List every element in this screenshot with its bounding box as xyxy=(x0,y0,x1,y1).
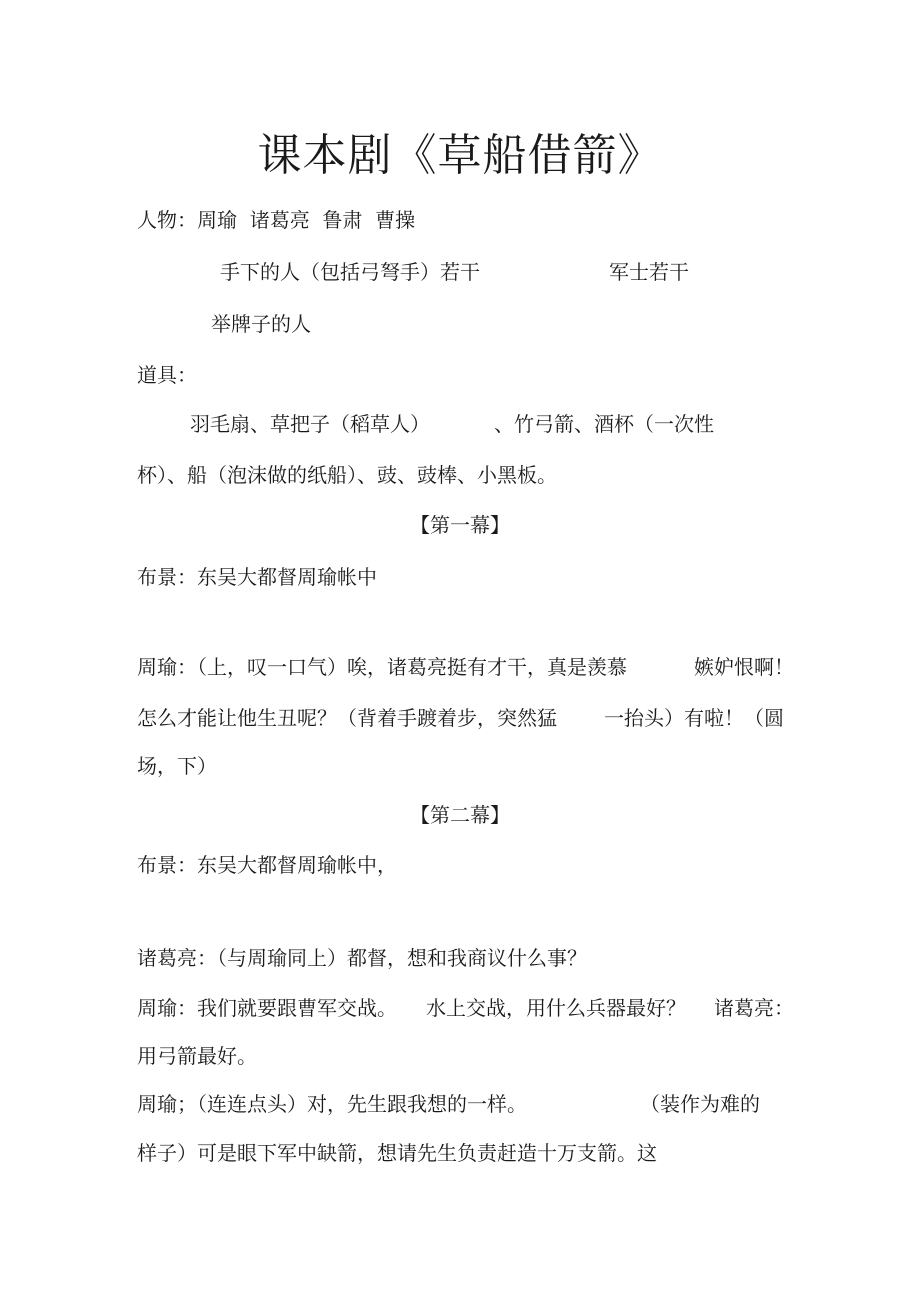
props-line-2: 杯）、船（泡沫做的纸船）、豉、豉棒、小黑板。 xyxy=(137,463,557,487)
act1-dialogue-1b: 嫉妒恨啊！ xyxy=(694,655,794,679)
act1-setting: 布景：东吴大都督周瑜帐中 xyxy=(137,565,377,589)
props-label: 道具： xyxy=(137,363,197,387)
characters-soldiers: 军士若干 xyxy=(609,260,689,284)
act1-heading: 【第一幕】 xyxy=(410,513,510,537)
act2-dialogue-1: 诸葛亮：（与周瑜同上）都督，想和我商议什么事？ xyxy=(137,946,587,970)
act2-heading: 【第二幕】 xyxy=(410,803,510,827)
act2-dialogue-5: 样子）可是眼下军中缺箭，想请先生负责赶造十万支箭。这 xyxy=(137,1141,657,1165)
props-line-1a: 羽毛扇、草把子（稻草人） xyxy=(190,412,430,436)
characters-line: 人物：周瑜 诸葛亮 鲁肃 曹操 xyxy=(137,208,416,232)
act1-dialogue-3: 场，下） xyxy=(137,754,217,778)
act1-dialogue-2b: 一抬头）有啦！（圆 xyxy=(604,706,784,730)
act2-dialogue-3: 用弓箭最好。 xyxy=(137,1044,257,1068)
act2-dialogue-4b: （装作为难的 xyxy=(640,1092,760,1116)
characters-sign-holder: 举牌子的人 xyxy=(211,312,311,336)
characters-subordinates: 手下的人（包括弓弩手）若干 xyxy=(220,260,480,284)
act2-dialogue-4a: 周瑜；（连连点头）对，先生跟我想的一样。 xyxy=(137,1092,527,1116)
act1-dialogue-1a: 周瑜：（上，叹一口气）唉，诸葛亮挺有才干，真是羡慕 xyxy=(137,655,627,679)
props-line-1b: 、竹弓箭、酒杯（一次性 xyxy=(494,412,714,436)
act2-dialogue-2c: 诸葛亮： xyxy=(714,996,794,1020)
act2-dialogue-2b: 水上交战，用什么兵器最好？ xyxy=(426,996,686,1020)
act1-dialogue-2a: 怎么才能让他生丑呢？（背着手踱着步，突然猛 xyxy=(137,706,557,730)
act2-setting: 布景：东吴大都督周瑜帐中， xyxy=(137,853,397,877)
page-title: 课本剧《草船借箭》 xyxy=(257,130,663,181)
act2-dialogue-2a: 周瑜：我们就要跟曹军交战。 xyxy=(137,996,397,1020)
